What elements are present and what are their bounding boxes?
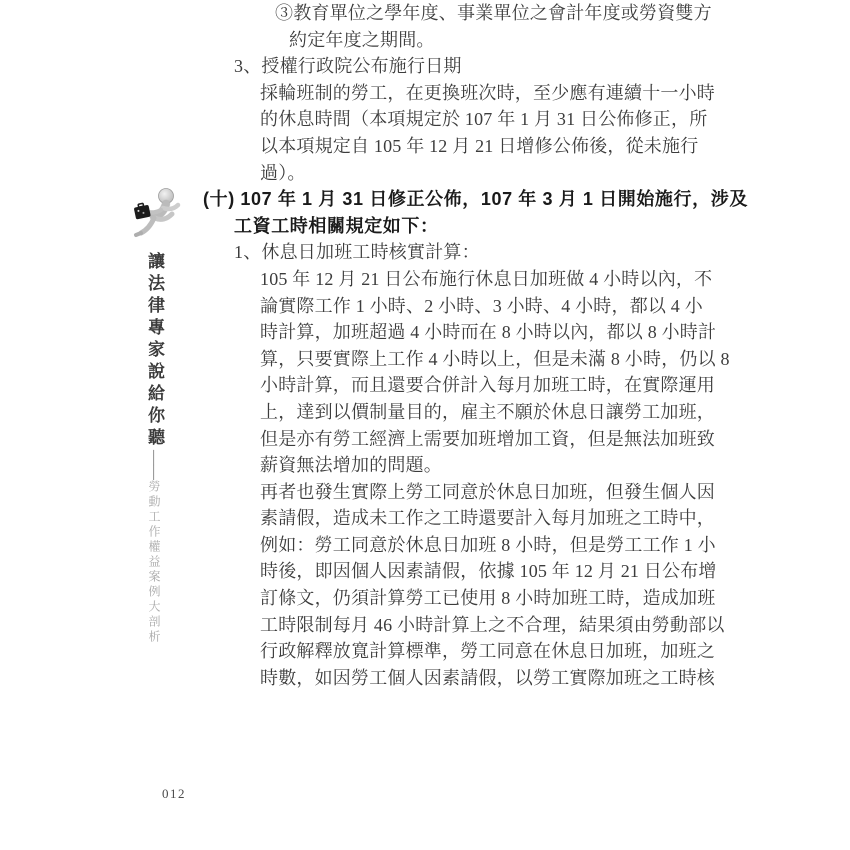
text-line: 過）。 — [260, 162, 306, 183]
text-line: 105 年 12 月 21 日公布施行休息日加班做 4 小時以內，不 — [260, 268, 713, 289]
text-line: 例如：勞工同意於休息日加班 8 小時，但是勞工工作 1 小 — [260, 534, 716, 555]
text-line: ③教育單位之學年度、事業單位之會計年度或勞資雙方 — [275, 3, 712, 23]
text-line: 時計算，加班超過 4 小時而在 8 小時以內，都以 8 小時計 — [260, 322, 717, 343]
text-line: 上，達到以價制量目的，雇主不願於休息日讓勞工加班， — [260, 401, 715, 422]
text-line: 論實際工作 1 小時、2 小時、3 小時、4 小時，都以 4 小 — [260, 295, 703, 316]
text-line: 以本項規定自 105 年 12 月 21 日增修公佈後，從未施行 — [260, 135, 699, 156]
section-heading-line: (十) 107 年 1 月 31 日修正公佈，107 年 3 月 1 日開始施行，涉及 — [203, 189, 748, 210]
text-line: 但是亦有勞工經濟上需要加班增加工資，但是無法加班致 — [260, 428, 715, 449]
text-line: 時數，如因勞工個人因素請假，以勞工實際加班之工時核 — [260, 667, 715, 688]
section-heading-line: 工資工時相關規定如下： — [234, 215, 439, 236]
series-title-text: 讓法律專家說給你聽 — [145, 252, 164, 450]
text-line: 行政解釋放寬計算標準，勞工同意在休息日加班，加班之 — [260, 641, 715, 662]
text-line: 算，只要實際上工作 4 小時以上，但是未滿 8 小時，仍以 8 — [260, 348, 730, 369]
text-line: 再者也發生實際上勞工同意於休息日加班，但發生個人因 — [260, 481, 715, 502]
text-line: 採輪班制的勞工，在更換班次時，至少應有連續十一小時 — [260, 82, 715, 103]
text-line: 的休息時間（本項規定於 107 年 1 月 31 日公佈修正，所 — [260, 109, 708, 130]
text-line: 1、休息日加班工時核實計算： — [234, 242, 480, 263]
text-line: 時後，即因個人因素請假，依據 105 年 12 月 21 日公布增 — [260, 561, 717, 582]
text-line: 3、授權行政院公布施行日期 — [234, 56, 462, 77]
text-line: 小時計算，而且還要合併計入每月加班工時，在實際運用 — [260, 375, 715, 396]
series-title-dash: —— — [146, 450, 162, 480]
text-line: 約定年度之期間。 — [289, 29, 435, 50]
text-line: 工時限制每月 46 小時計算上之不合理，結果須由勞動部以 — [260, 614, 725, 635]
text-line: 素請假，造成未工作之工時還要計入每月加班之工時中， — [260, 508, 715, 529]
series-subtitle-text: 勞動工作權益案例大剖析 — [147, 480, 161, 645]
text-line: 訂條文，仍須計算勞工已使用 8 小時加班工時，造成加班 — [260, 588, 716, 609]
text-line: 薪資無法增加的問題。 — [260, 455, 442, 476]
page-number: 012 — [162, 786, 186, 801]
